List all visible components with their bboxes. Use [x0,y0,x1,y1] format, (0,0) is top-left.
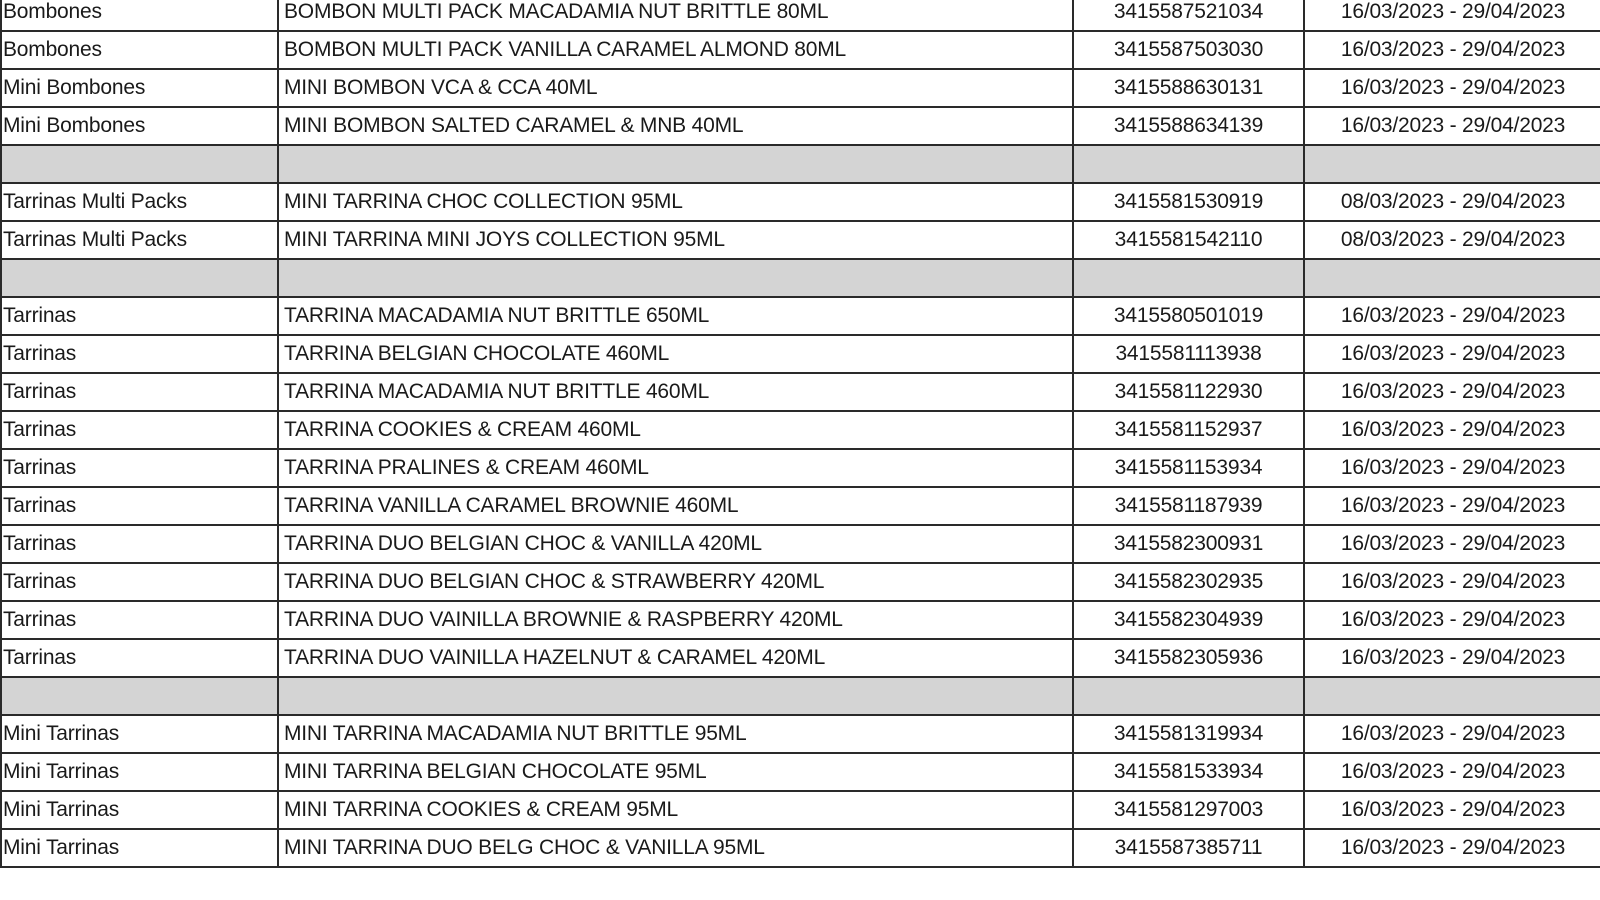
date-range-cell[interactable]: 08/03/2023 - 29/04/2023 [1304,221,1600,259]
date-range-cell[interactable]: 16/03/2023 - 29/04/2023 [1304,753,1600,791]
category-cell[interactable]: Mini Tarrinas [1,715,278,753]
category-cell[interactable]: Mini Tarrinas [1,829,278,867]
date-range-cell[interactable]: 16/03/2023 - 29/04/2023 [1304,601,1600,639]
product-code-cell[interactable]: 3415581153934 [1073,449,1304,487]
product-code-cell[interactable]: 3415587521034 [1073,0,1304,31]
product-name-cell[interactable]: TARRINA MACADAMIA NUT BRITTLE 650ML [278,297,1073,335]
product-code-cell[interactable]: 3415581113938 [1073,335,1304,373]
empty-cell[interactable] [1304,259,1600,297]
product-code-cell[interactable]: 3415580501019 [1073,297,1304,335]
product-code-cell[interactable]: 3415588630131 [1073,69,1304,107]
empty-cell[interactable] [1,145,278,183]
category-cell[interactable]: Tarrinas [1,335,278,373]
product-name-cell[interactable]: TARRINA DUO VAINILLA BROWNIE & RASPBERRY 420ML [278,601,1073,639]
date-range-cell[interactable]: 08/03/2023 - 29/04/2023 [1304,183,1600,221]
product-code-cell[interactable]: 3415587385711 [1073,829,1304,867]
date-range-cell[interactable]: 16/03/2023 - 29/04/2023 [1304,487,1600,525]
product-code-cell[interactable]: 3415581152937 [1073,411,1304,449]
table-row [1,791,1600,829]
empty-cell[interactable] [1073,677,1304,715]
product-code-cell[interactable]: 3415582302935 [1073,563,1304,601]
date-range-cell[interactable]: 16/03/2023 - 29/04/2023 [1304,69,1600,107]
date-range-cell[interactable]: 16/03/2023 - 29/04/2023 [1304,449,1600,487]
product-code-cell[interactable]: 3415581319934 [1073,715,1304,753]
date-range-cell[interactable]: 16/03/2023 - 29/04/2023 [1304,829,1600,867]
empty-cell[interactable] [278,677,1073,715]
product-code-cell[interactable]: 3415581530919 [1073,183,1304,221]
table-row [1,69,1600,107]
date-range-cell[interactable]: 16/03/2023 - 29/04/2023 [1304,373,1600,411]
table-row [1,753,1600,791]
table-row [1,715,1600,753]
category-cell[interactable]: Tarrinas [1,411,278,449]
product-code-cell[interactable]: 3415588634139 [1073,107,1304,145]
category-cell[interactable]: Tarrinas [1,449,278,487]
product-name-cell[interactable]: MINI TARRINA MINI JOYS COLLECTION 95ML [278,221,1073,259]
table-row [1,31,1600,69]
product-name-cell[interactable]: TARRINA BELGIAN CHOCOLATE 460ML [278,335,1073,373]
product-name-cell[interactable]: MINI BOMBON SALTED CARAMEL & MNB 40ML [278,107,1073,145]
table-row [1,449,1600,487]
date-range-cell[interactable]: 16/03/2023 - 29/04/2023 [1304,335,1600,373]
category-cell[interactable]: Tarrinas [1,601,278,639]
product-name-cell[interactable]: MINI TARRINA MACADAMIA NUT BRITTLE 95ML [278,715,1073,753]
product-name-cell[interactable]: BOMBON MULTI PACK VANILLA CARAMEL ALMOND 80ML [278,31,1073,69]
category-cell[interactable]: Tarrinas Multi Packs [1,221,278,259]
category-cell[interactable]: Mini Bombones [1,69,278,107]
product-name-cell[interactable]: MINI BOMBON VCA & CCA 40ML [278,69,1073,107]
table-row [1,601,1600,639]
table-row [1,297,1600,335]
product-code-cell[interactable]: 3415582305936 [1073,639,1304,677]
empty-cell[interactable] [1073,259,1304,297]
category-cell[interactable]: Tarrinas [1,563,278,601]
category-cell[interactable]: Tarrinas [1,639,278,677]
category-cell[interactable]: Tarrinas [1,297,278,335]
date-range-cell[interactable]: 16/03/2023 - 29/04/2023 [1304,791,1600,829]
category-cell[interactable]: Tarrinas Multi Packs [1,183,278,221]
product-code-cell[interactable]: 3415587503030 [1073,31,1304,69]
date-range-cell[interactable]: 16/03/2023 - 29/04/2023 [1304,563,1600,601]
table-row [1,0,1600,31]
product-code-cell[interactable]: 3415581187939 [1073,487,1304,525]
product-name-cell[interactable]: MINI TARRINA DUO BELG CHOC & VANILLA 95ML [278,829,1073,867]
table-row [1,335,1600,373]
date-range-cell[interactable]: 16/03/2023 - 29/04/2023 [1304,0,1600,31]
date-range-cell[interactable]: 16/03/2023 - 29/04/2023 [1304,639,1600,677]
separator-row [1,677,1600,715]
category-cell[interactable]: Bombones [1,31,278,69]
table-row [1,525,1600,563]
separator-row [1,259,1600,297]
separator-row [1,145,1600,183]
product-code-cell[interactable]: 3415581533934 [1073,753,1304,791]
category-cell[interactable]: Mini Tarrinas [1,753,278,791]
product-code-cell[interactable]: 3415581122930 [1073,373,1304,411]
category-cell[interactable]: Tarrinas [1,373,278,411]
table-row [1,373,1600,411]
empty-cell[interactable] [1,677,278,715]
product-name-cell[interactable]: BOMBON MULTI PACK MACADAMIA NUT BRITTLE 80ML [278,0,1073,31]
table-row [1,411,1600,449]
category-cell[interactable]: Tarrinas [1,487,278,525]
category-cell[interactable]: Mini Tarrinas [1,791,278,829]
table-row [1,829,1600,867]
table-row [1,487,1600,525]
product-name-cell[interactable]: TARRINA COOKIES & CREAM 460ML [278,411,1073,449]
product-name-cell[interactable]: TARRINA VANILLA CARAMEL BROWNIE 460ML [278,487,1073,525]
category-cell[interactable]: Bombones [1,0,278,31]
date-range-cell[interactable]: 16/03/2023 - 29/04/2023 [1304,107,1600,145]
empty-cell[interactable] [1304,677,1600,715]
product-name-cell[interactable]: TARRINA MACADAMIA NUT BRITTLE 460ML [278,373,1073,411]
product-code-cell[interactable]: 3415582300931 [1073,525,1304,563]
product-name-cell[interactable]: MINI TARRINA BELGIAN CHOCOLATE 95ML [278,753,1073,791]
product-code-cell[interactable]: 3415581542110 [1073,221,1304,259]
product-code-cell[interactable]: 3415582304939 [1073,601,1304,639]
product-name-cell[interactable]: TARRINA DUO BELGIAN CHOC & VANILLA 420ML [278,525,1073,563]
table-row [1,221,1600,259]
product-name-cell[interactable]: TARRINA DUO BELGIAN CHOC & STRAWBERRY 420ML [278,563,1073,601]
table-row [1,639,1600,677]
date-range-cell[interactable]: 16/03/2023 - 29/04/2023 [1304,525,1600,563]
empty-cell[interactable] [1,259,278,297]
table-row [1,563,1600,601]
table-body [1,0,1600,867]
table-row [1,107,1600,145]
category-cell[interactable]: Tarrinas [1,525,278,563]
category-cell[interactable]: Mini Bombones [1,107,278,145]
date-range-cell[interactable]: 16/03/2023 - 29/04/2023 [1304,715,1600,753]
product-name-cell[interactable]: MINI TARRINA CHOC COLLECTION 95ML [278,183,1073,221]
product-code-cell[interactable]: 3415581297003 [1073,791,1304,829]
product-name-cell[interactable]: TARRINA DUO VAINILLA HAZELNUT & CARAMEL 420ML [278,639,1073,677]
product-name-cell[interactable]: TARRINA PRALINES & CREAM 460ML [278,449,1073,487]
date-range-cell[interactable]: 16/03/2023 - 29/04/2023 [1304,297,1600,335]
empty-cell[interactable] [1073,145,1304,183]
empty-cell[interactable] [278,259,1073,297]
date-range-cell[interactable]: 16/03/2023 - 29/04/2023 [1304,31,1600,69]
empty-cell[interactable] [1304,145,1600,183]
empty-cell[interactable] [278,145,1073,183]
date-range-cell[interactable]: 16/03/2023 - 29/04/2023 [1304,411,1600,449]
product-name-cell[interactable]: MINI TARRINA COOKIES & CREAM 95ML [278,791,1073,829]
table-row [1,183,1600,221]
